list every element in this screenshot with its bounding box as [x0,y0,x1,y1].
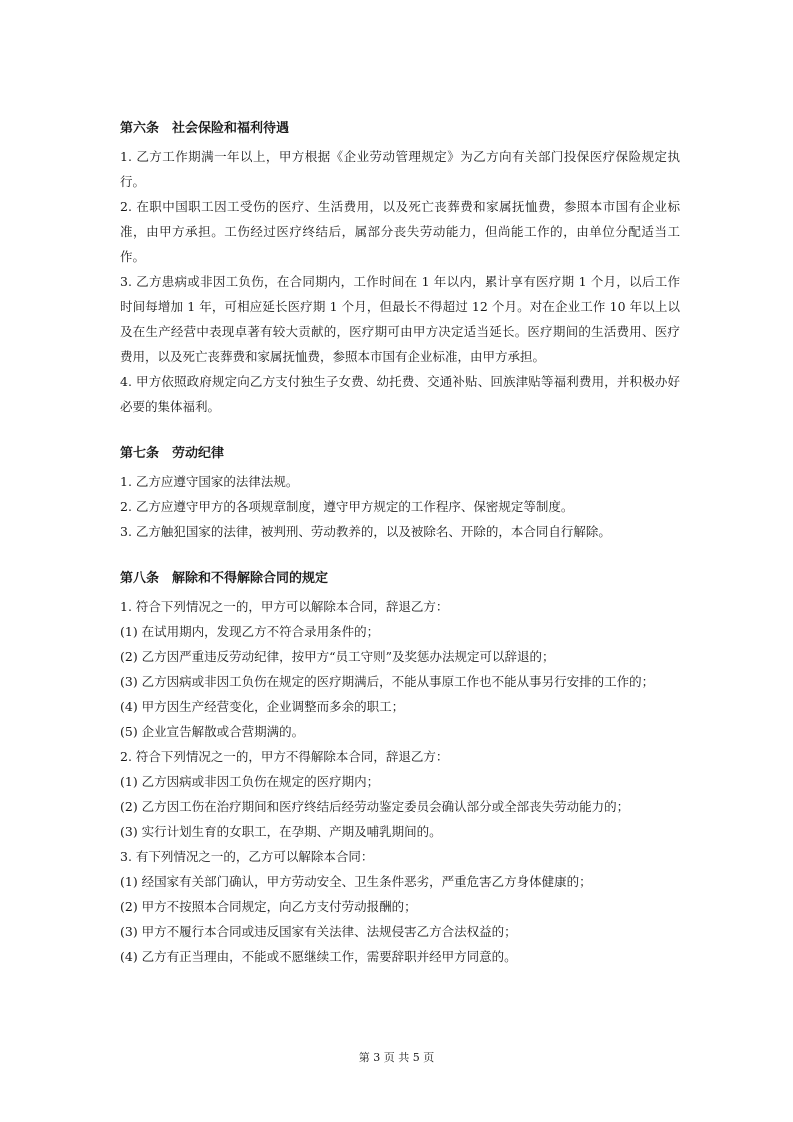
article-8-heading: 第八条 解除和不得解除合同的规定 [120,571,329,586]
article-8-item-3-1: (1) 经国家有关部门确认，甲方劳动安全、卫生条件恶劣，严重危害乙方身体健康的； [120,874,592,889]
article-8-item-2-1: (1) 乙方因病或非因工负伤在规定的医疗期内； [120,774,380,789]
article-7-heading: 第七条 劳动纪律 [120,446,225,461]
article-6-item-4: 4. 甲方依照政府规定向乙方支付独生子女费、幼托费、交通补贴、回族津贴等福利费用，并积极办好必要的集体福利。 [120,374,680,414]
document-page [120,120,680,995]
article-7-item-2: 2. 乙方应遵守甲方的各项规章制度，遵守甲方规定的工作程序、保密规定等制度。 [120,499,574,514]
article-8-item-1-4: (4) 甲方因生产经营变化，企业调整而多余的职工； [120,699,405,714]
page-number-footer: 第 3 页 共 5 页 [358,1051,435,1064]
article-6-item-3: 3. 乙方患病或非因工负伤，在合同期内，工作时间在 1 年以内，累计享有医疗期 1 个月，以后工作时间每增加 1 年，可相应延长医疗期 1 个月，但最长不得超过 12 个月。对在企业工作 10 年以上以及在生产经营中表现卓著有较大贡献的，医疗期可由甲方决定适当延长。医疗期间的生活费用、医疗费用，以及死亡丧葬费和家属抚恤费，参照本市国有企业标准，由甲方承担。 [120,274,680,364]
article-8-item-3-4: (4) 乙方有正当理由，不能或不愿继续工作，需要辞职并经甲方同意的。 [120,949,517,964]
article-7-item-3: 3. 乙方触犯国家的法律，被判刑、劳动教养的，以及被除名、开除的，本合同自行解除。 [120,524,611,539]
article-8-item-3-2: (2) 甲方不按照本合同规定，向乙方支付劳动报酬的； [120,899,417,914]
article-8-item-1-5: (5) 企业宣告解散或合营期满的。 [120,724,305,739]
article-8-item-2: 2. 符合下列情况之一的，甲方不得解除本合同，辞退乙方： [120,749,449,764]
article-8-item-3: 3. 有下列情况之一的，乙方可以解除本合同： [120,849,374,864]
article-8-section [120,570,680,969]
article-8-item-1-2: (2) 乙方因严重违反劳动纪律，按甲方“员工守则”及奖惩办法规定可以辞退的； [120,649,555,664]
article-7-item-1: 1. 乙方应遵守国家的法律法规。 [120,474,299,489]
article-8-item-3-3: (3) 甲方不履行本合同或违反国家有关法律、法规侵害乙方合法权益的； [120,924,517,939]
article-7-section [120,445,680,544]
article-8-item-1-3: (3) 乙方因病或非因工负伤在规定的医疗期满后，不能从事原工作也不能从事另行安排的工作的； [120,674,655,689]
article-6-item-2: 2. 在职中国职工因工受伤的医疗、生活费用，以及死亡丧葬费和家属抚恤费，参照本市国有企业标准，由甲方承担。工伤经过医疗终结后，属部分丧失劳动能力，但尚能工作的，由单位分配适当工作。 [120,199,680,264]
article-8-item-1-1: (1) 在试用期内，发现乙方不符合录用条件的； [120,624,380,639]
article-8-item-2-3: (3) 实行计划生育的女职工，在孕期、产期及哺乳期间的。 [120,824,442,839]
article-6-item-1: 1. 乙方工作期满一年以上，甲方根据《企业劳动管理规定》为乙方向有关部门投保医疗保险规定执行。 [120,149,680,189]
article-8-item-2-2: (2) 乙方因工伤在治疗期间和医疗终结后经劳动鉴定委员会确认部分或全部丧失劳动能力的； [120,799,630,814]
article-6-heading: 第六条 社会保险和福利待遇 [120,121,290,136]
article-6-section [120,120,680,419]
article-8-item-1: 1. 符合下列情况之一的，甲方可以解除本合同，辞退乙方： [120,599,449,614]
